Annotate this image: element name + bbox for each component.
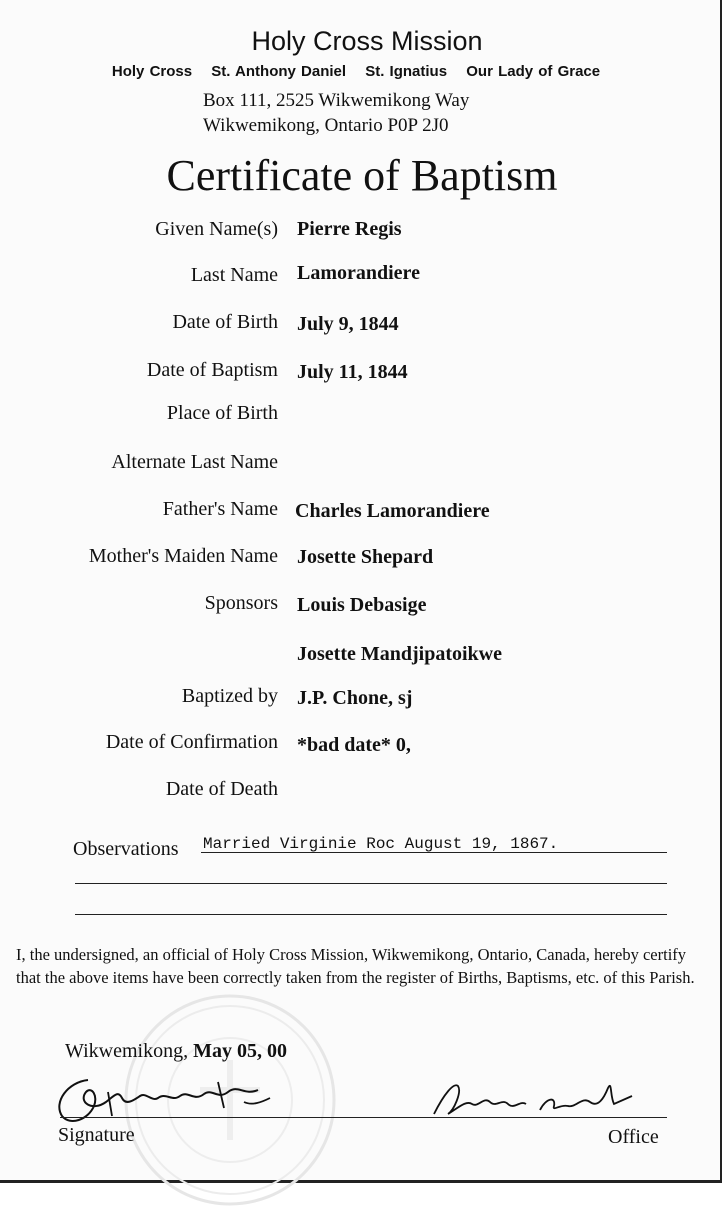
field-label-place-of-birth: Place of Birth: [166, 402, 278, 424]
observations-line-2: [75, 883, 667, 884]
signature-scribble-icon: [48, 1072, 278, 1132]
field-label-last-name: Last Name: [190, 264, 278, 286]
field-label-given-name: Given Name(s): [155, 218, 278, 240]
parish-name: St. Ignatius: [365, 63, 448, 80]
address-line-1: Box 111, 2525 Wikwemikong Way: [203, 90, 470, 111]
field-label-date-of-confirmation: Date of Confirmation: [105, 731, 278, 753]
field-label-date-of-birth: Date of Birth: [172, 311, 278, 333]
field-label-sponsors: Sponsors: [204, 592, 278, 614]
field-label-date-of-baptism: Date of Baptism: [146, 359, 278, 381]
signature-label: Signature: [58, 1124, 135, 1146]
observations-line-1: [201, 852, 667, 853]
observations-label: Observations: [73, 838, 179, 860]
mission-name: Holy Cross Mission: [251, 26, 483, 56]
address-line-2: Wikwemikong, Ontario P0P 2J0: [203, 115, 449, 136]
field-value-given-name: Pierre Regis: [297, 218, 402, 240]
office-label: Office: [608, 1126, 659, 1148]
issue-date: May 05, 00: [193, 1040, 287, 1062]
issue-place-date: [65, 1040, 287, 1063]
field-value-fathers-name: Charles Lamorandiere: [295, 500, 490, 522]
field-value-date-of-confirmation: *bad date* 0,: [297, 734, 411, 756]
field-value-mothers-maiden-name: Josette Shepard: [297, 546, 434, 568]
field-value-date-of-baptism: July 11, 1844: [297, 361, 408, 383]
field-value-sponsor-1: Louis Debasige: [297, 594, 427, 616]
field-label-baptized-by: Baptized by: [181, 685, 278, 707]
observations-line-3: [75, 914, 667, 915]
parish-name: Holy Cross: [111, 63, 193, 80]
parish-list: [0, 63, 712, 80]
field-value-date-of-birth: July 9, 1844: [297, 313, 399, 335]
field-label-date-of-death: Date of Death: [165, 778, 278, 800]
certification-statement: I, the undersigned, an official of Holy Cross Mission, Wikwemikong, Ontario, Canada, hereby certify that the above items have been correctly taken from the register of Births, Baptisms, etc. of this Parish.: [16, 945, 695, 987]
field-value-baptized-by: J.P. Chone, sj: [297, 687, 413, 709]
signature-line: [60, 1117, 667, 1118]
parish-name: St. Anthony Daniel: [211, 63, 347, 80]
certificate-title: Certificate of Baptism: [166, 151, 558, 200]
field-value-last-name: Lamorandiere: [297, 262, 420, 284]
field-label-alternate-last-name: Alternate Last Name: [111, 451, 278, 473]
issue-place: Wikwemikong,: [65, 1040, 189, 1062]
field-value-sponsor-2: Josette Mandjipatoikwe: [297, 643, 502, 665]
observations-text: Married Virginie Roc August 19, 1867.: [203, 835, 559, 853]
field-label-mothers-maiden-name: Mother's Maiden Name: [88, 545, 278, 567]
field-label-fathers-name: Father's Name: [162, 498, 278, 520]
parish-name: Our Lady of Grace: [466, 63, 601, 80]
